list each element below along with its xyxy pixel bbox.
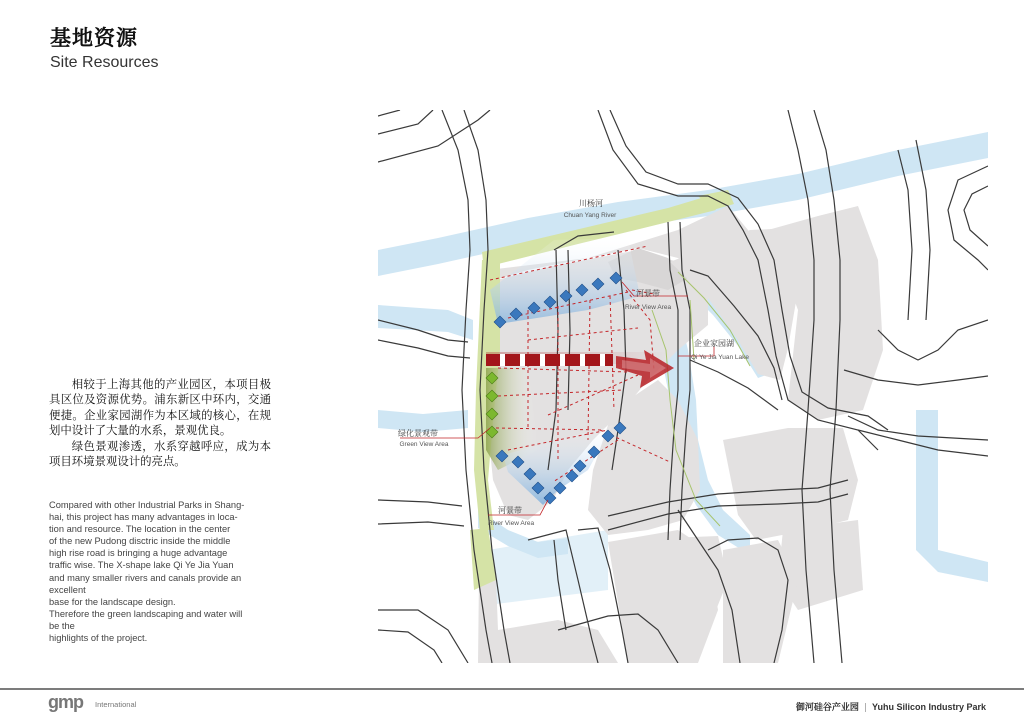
footer-project-name [796,700,986,713]
label-lake-en: Qi Ye Jia Yuan Lake [690,354,750,361]
label-lake-zh: 企业家园湖 [694,339,734,348]
description-en-line: hai, this project has many advantages in loca- [49,512,238,523]
description-english [49,499,271,644]
description-en-line: and many smaller rivers and canals provide an [49,572,242,583]
gmp-logo: gmp [48,692,83,712]
label-river-en: Chuan Yang River [563,212,617,219]
footer-divider [0,688,1024,690]
description-en-line: base for the landscape design. [49,596,176,607]
label-view-south-zh: 河景带 [498,506,522,515]
page-title: 基地资源 [50,26,138,50]
description-zh-paragraph-2: 绿色景观渗透，水系穿越呼应，成为本项目环境景观设计的亮点。 [49,438,271,469]
description-en-line: highlights of the project. [49,633,148,644]
axis-bar [486,354,613,366]
label-green-zh: 绿化景观带 [398,429,438,438]
description-en-line: be the [49,620,75,631]
description-en-line: Therefore the green landscaping and water will [49,608,243,619]
description-en-line: high rise road is bringing a huge advantage [49,548,228,559]
axis-stripe [600,354,605,366]
label-view-north-zh: 河景带 [636,289,660,298]
description-zh-paragraph-1: 相较于上海其他的产业园区，本项目极具区位及资源优势。浦东新区中环内，交通便捷。企业家园湖作为本区域的核心，在规划中设计了大量的水系，景观优良。 [49,377,271,438]
label-green-en: Green View Area [399,441,449,448]
axis-stripe [560,354,565,366]
footer-project-en: Yuhu Silicon Industry Park [871,702,986,712]
axis-stripe [500,354,505,366]
footer-project-zh: 御河硅谷产业园 [795,703,859,713]
footer-separator: | [863,703,867,713]
page-subtitle: Site Resources [50,54,159,71]
description-en-line: tion and resource. The location in the center [49,524,231,535]
description-en-line: traffic wise. The X-shape lake Qi Ye Jia Yuan [49,560,234,571]
site-map-svg [378,110,988,663]
label-river-zh: 川杨河 [579,199,603,208]
label-view-south-en: River View Area [487,520,535,527]
description-en-line: Compared with other Industrial Parks in Shang- [49,500,245,510]
axis-stripe [520,354,525,366]
gmp-logo-subtitle: International [95,700,137,709]
axis-stripe [580,354,585,366]
description-en-line: excellent [49,584,86,595]
label-view-north-en: River View Area [624,304,672,311]
description-chinese [49,377,271,469]
axis-stripe [540,354,545,366]
description-en-line: of the new Pudong disctric inside the middle [49,536,231,547]
site-map [378,110,988,663]
